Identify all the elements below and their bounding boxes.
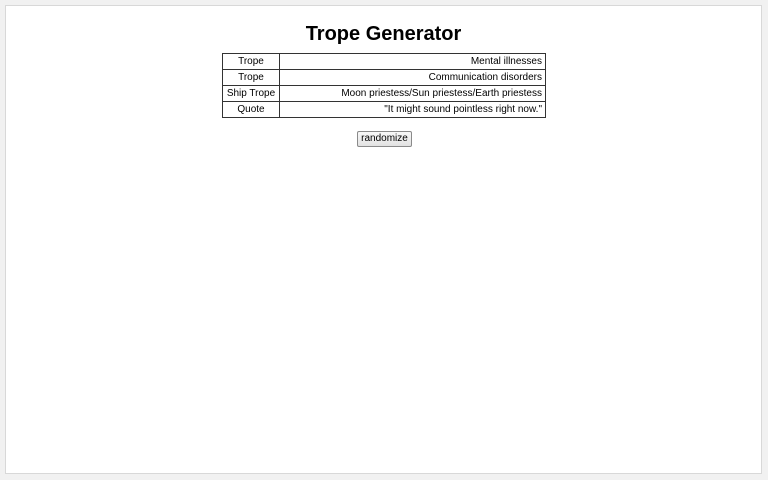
- row-label: Ship Trope: [223, 86, 280, 102]
- table-row: [223, 86, 546, 102]
- row-value: Communication disorders: [280, 70, 546, 86]
- row-label: Quote: [223, 102, 280, 118]
- trope-table: [222, 53, 546, 118]
- row-value: "It might sound pointless right now.": [280, 102, 546, 118]
- table-row: [223, 70, 546, 86]
- row-label: Trope: [223, 54, 280, 70]
- randomize-button[interactable]: randomize: [357, 131, 412, 147]
- table-row: [223, 54, 546, 70]
- table-row: [223, 102, 546, 118]
- row-value: Moon priestess/Sun priestess/Earth priestess: [280, 86, 546, 102]
- row-label: Trope: [223, 70, 280, 86]
- row-value: Mental illnesses: [280, 54, 546, 70]
- page-title: Trope Generator: [305, 23, 462, 45]
- page-panel: [5, 5, 762, 474]
